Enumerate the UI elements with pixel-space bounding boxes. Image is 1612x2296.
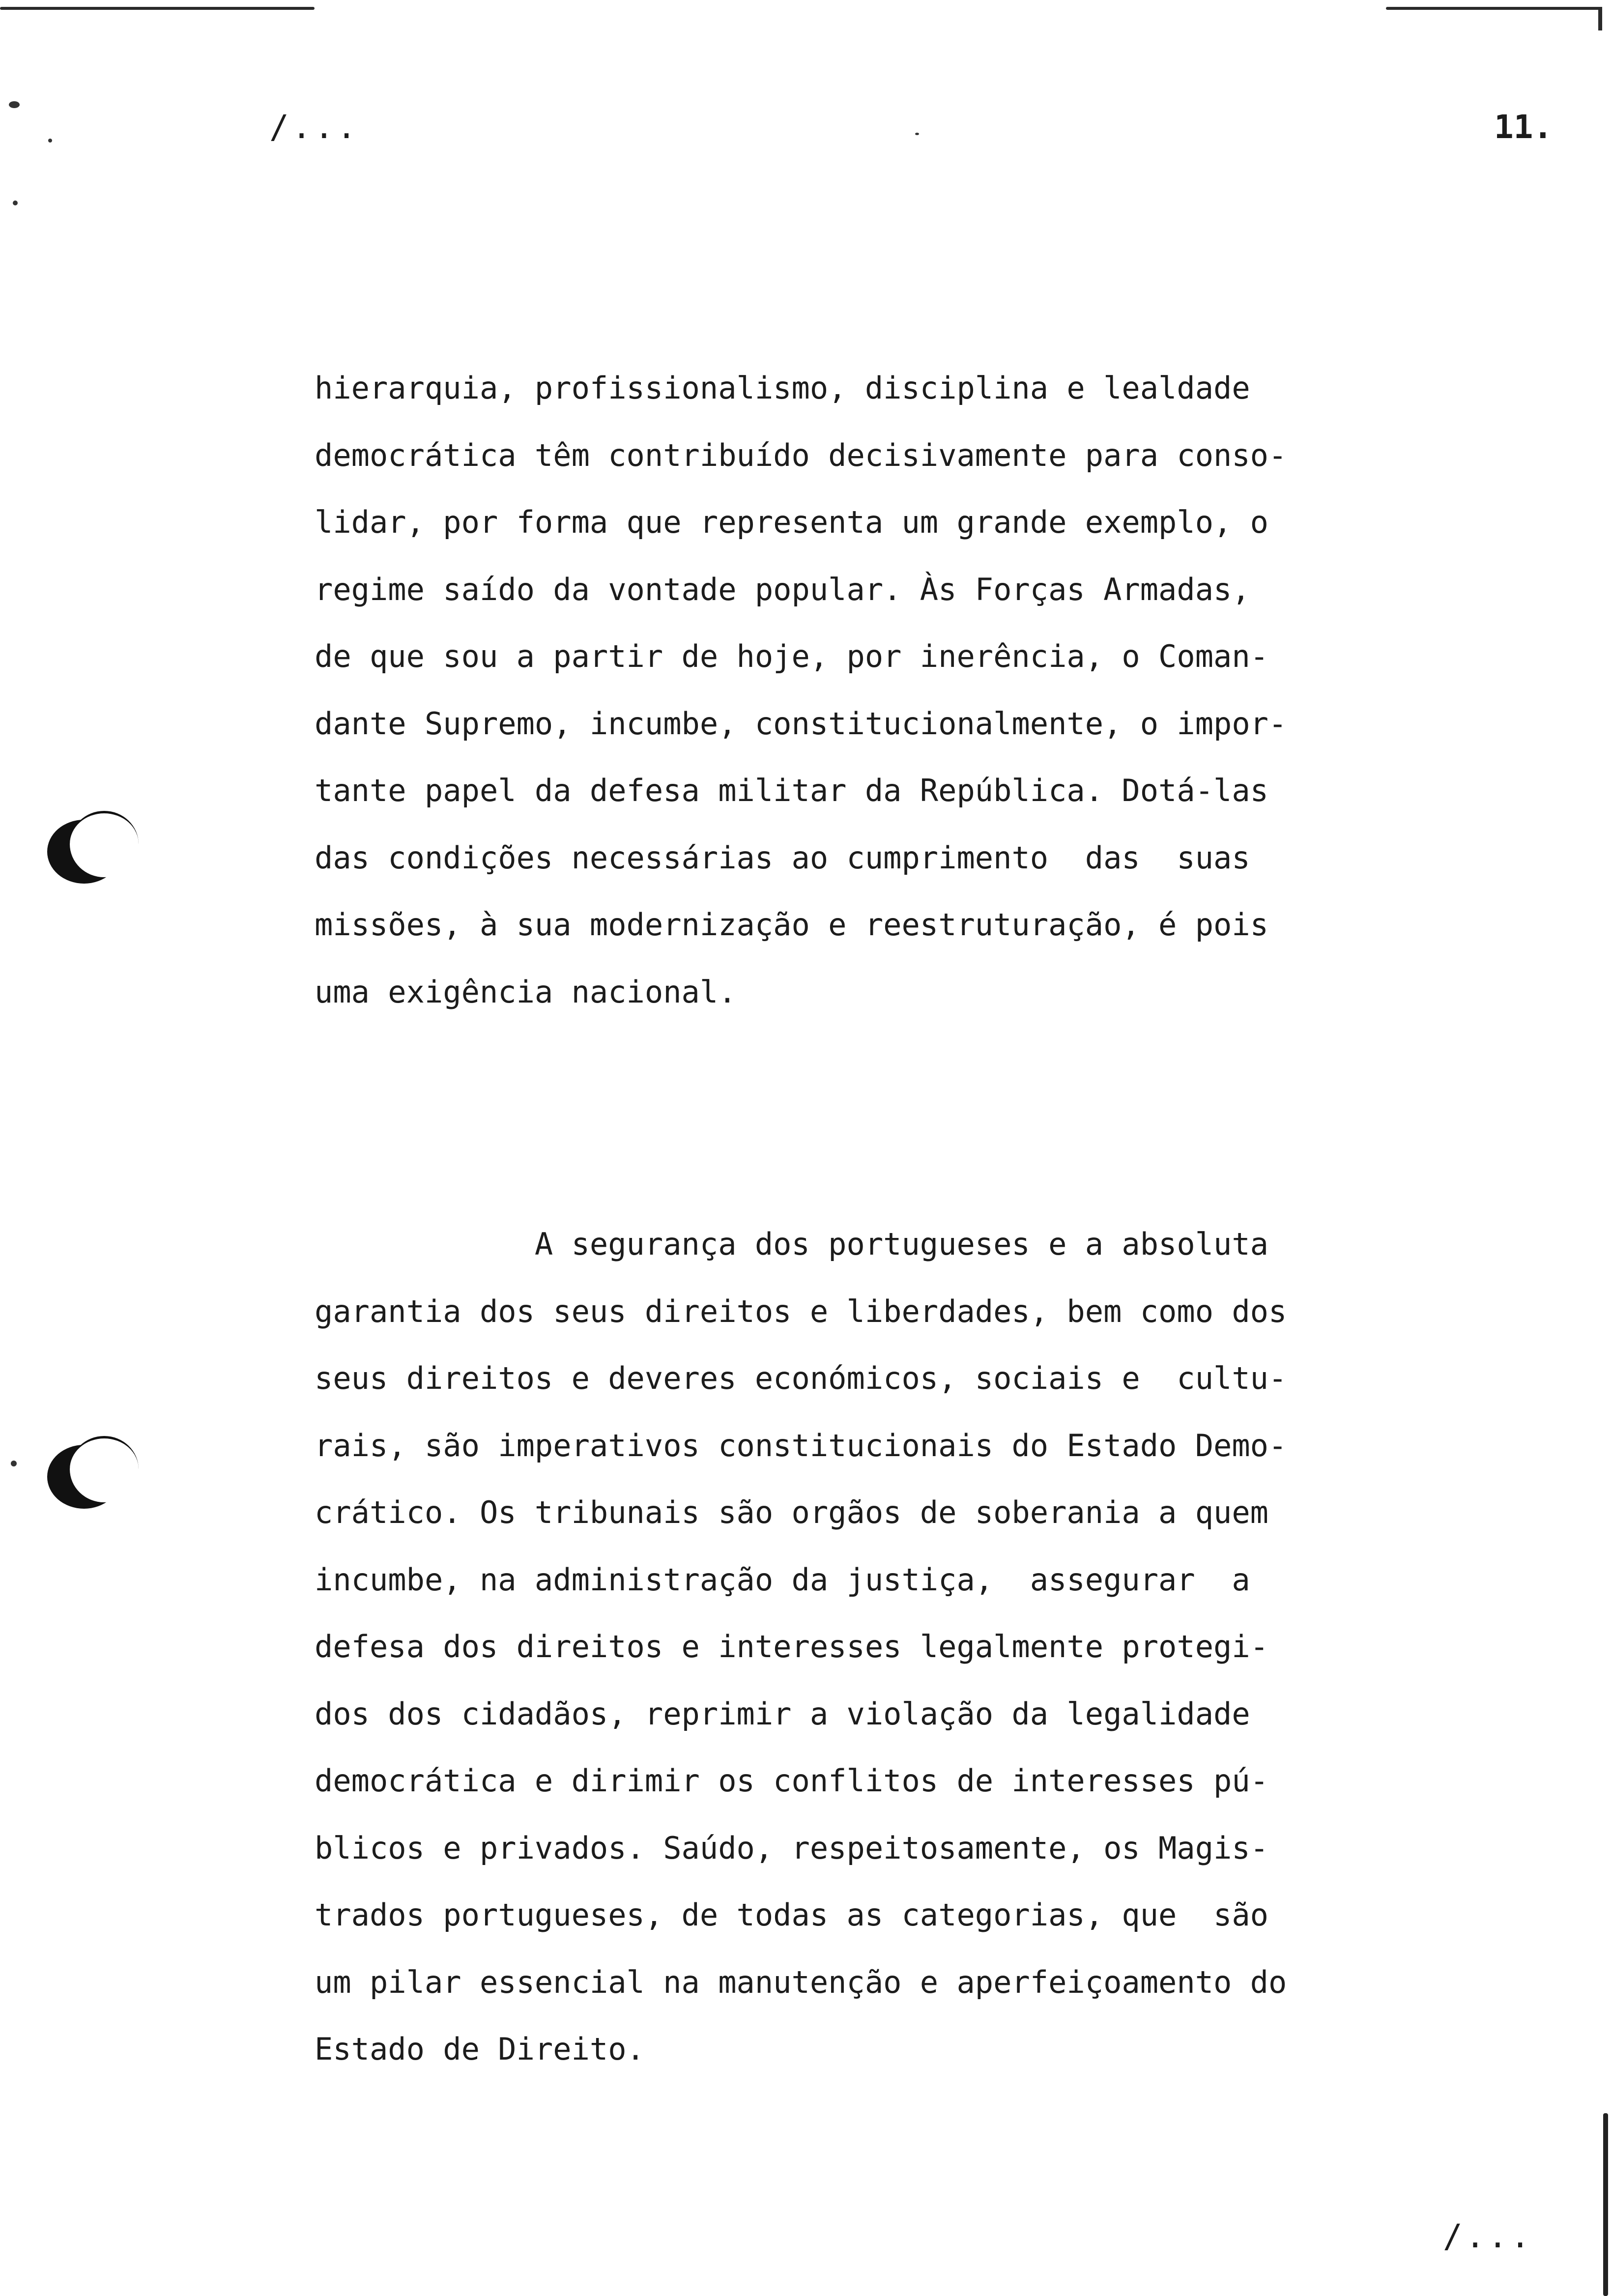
- scan-speck: [11, 1461, 17, 1466]
- text-line: democrática e dirimir os conflitos de interesses pú-: [315, 1763, 1269, 1799]
- text-line: trados portugueses, de todas as categorias, que são: [315, 1897, 1269, 1933]
- text-line: defesa dos direitos e interesses legalmente protegi-: [315, 1629, 1269, 1665]
- text-line: dante Supremo, incumbe, constitucionalmente, o impor-: [315, 705, 1287, 742]
- scan-speck: [915, 133, 919, 135]
- text-line: blicos e privados. Saúdo, respeitosamente, os Magis-: [315, 1830, 1269, 1866]
- scan-edge-line: [1386, 7, 1602, 10]
- scan-speck: [13, 201, 18, 205]
- text-line: garantia dos seus direitos e liberdades, bem como dos: [315, 1293, 1287, 1329]
- text-line: Estado de Direito.: [315, 2031, 645, 2067]
- scan-edge-line: [0, 7, 315, 10]
- punch-hole: [47, 820, 121, 884]
- punch-hole: [47, 1445, 121, 1509]
- text-line: crático. Os tribunais são orgãos de soberania a quem: [315, 1494, 1269, 1530]
- scan-speck: [48, 139, 52, 143]
- paragraph: [315, 355, 1425, 1026]
- scan-edge-mark: [1598, 7, 1602, 30]
- page-number: 11.: [1494, 108, 1553, 146]
- scan-speck: [9, 101, 20, 108]
- text-line: hierarquia, profissionalismo, disciplina e lealdade: [315, 370, 1250, 406]
- text-line: tante papel da defesa militar da República. Dotá-las: [315, 773, 1269, 808]
- text-line: rais, são imperativos constitucionais do Estado Demo-: [315, 1427, 1287, 1464]
- text-line: dos dos cidadãos, reprimir a violação da legalidade: [315, 1695, 1250, 1732]
- text-line: democrática têm contribuído decisivamente para conso-: [315, 437, 1287, 473]
- continuation-mark-bottom: /...: [1443, 2217, 1533, 2255]
- text-line: uma exigência nacional.: [315, 974, 737, 1010]
- continuation-mark-top: /...: [269, 108, 359, 146]
- paragraph: [315, 1211, 1425, 2083]
- text-line: missões, à sua modernização e reestruturação, é pois: [315, 907, 1269, 943]
- text-line: das condições necessárias ao cumprimento das suas: [315, 839, 1250, 876]
- text-line: incumbe, na administração da justiça, assegurar a: [315, 1561, 1250, 1598]
- scan-edge-line: [1603, 2113, 1608, 2296]
- text-line: regime saído da vontade popular. Às Forças Armadas,: [315, 571, 1250, 607]
- text-line: seus direitos e deveres económicos, sociais e cultu-: [315, 1360, 1287, 1396]
- text-line: lidar, por forma que representa um grande exemplo, o: [315, 504, 1269, 540]
- text-line: de que sou a partir de hoje, por inerência, o Coman-: [315, 638, 1269, 674]
- text-line: A segurança dos portugueses e a absoluta: [315, 1226, 1269, 1262]
- text-line: um pilar essencial na manutenção e aperfeiçoamento do: [315, 1964, 1287, 2000]
